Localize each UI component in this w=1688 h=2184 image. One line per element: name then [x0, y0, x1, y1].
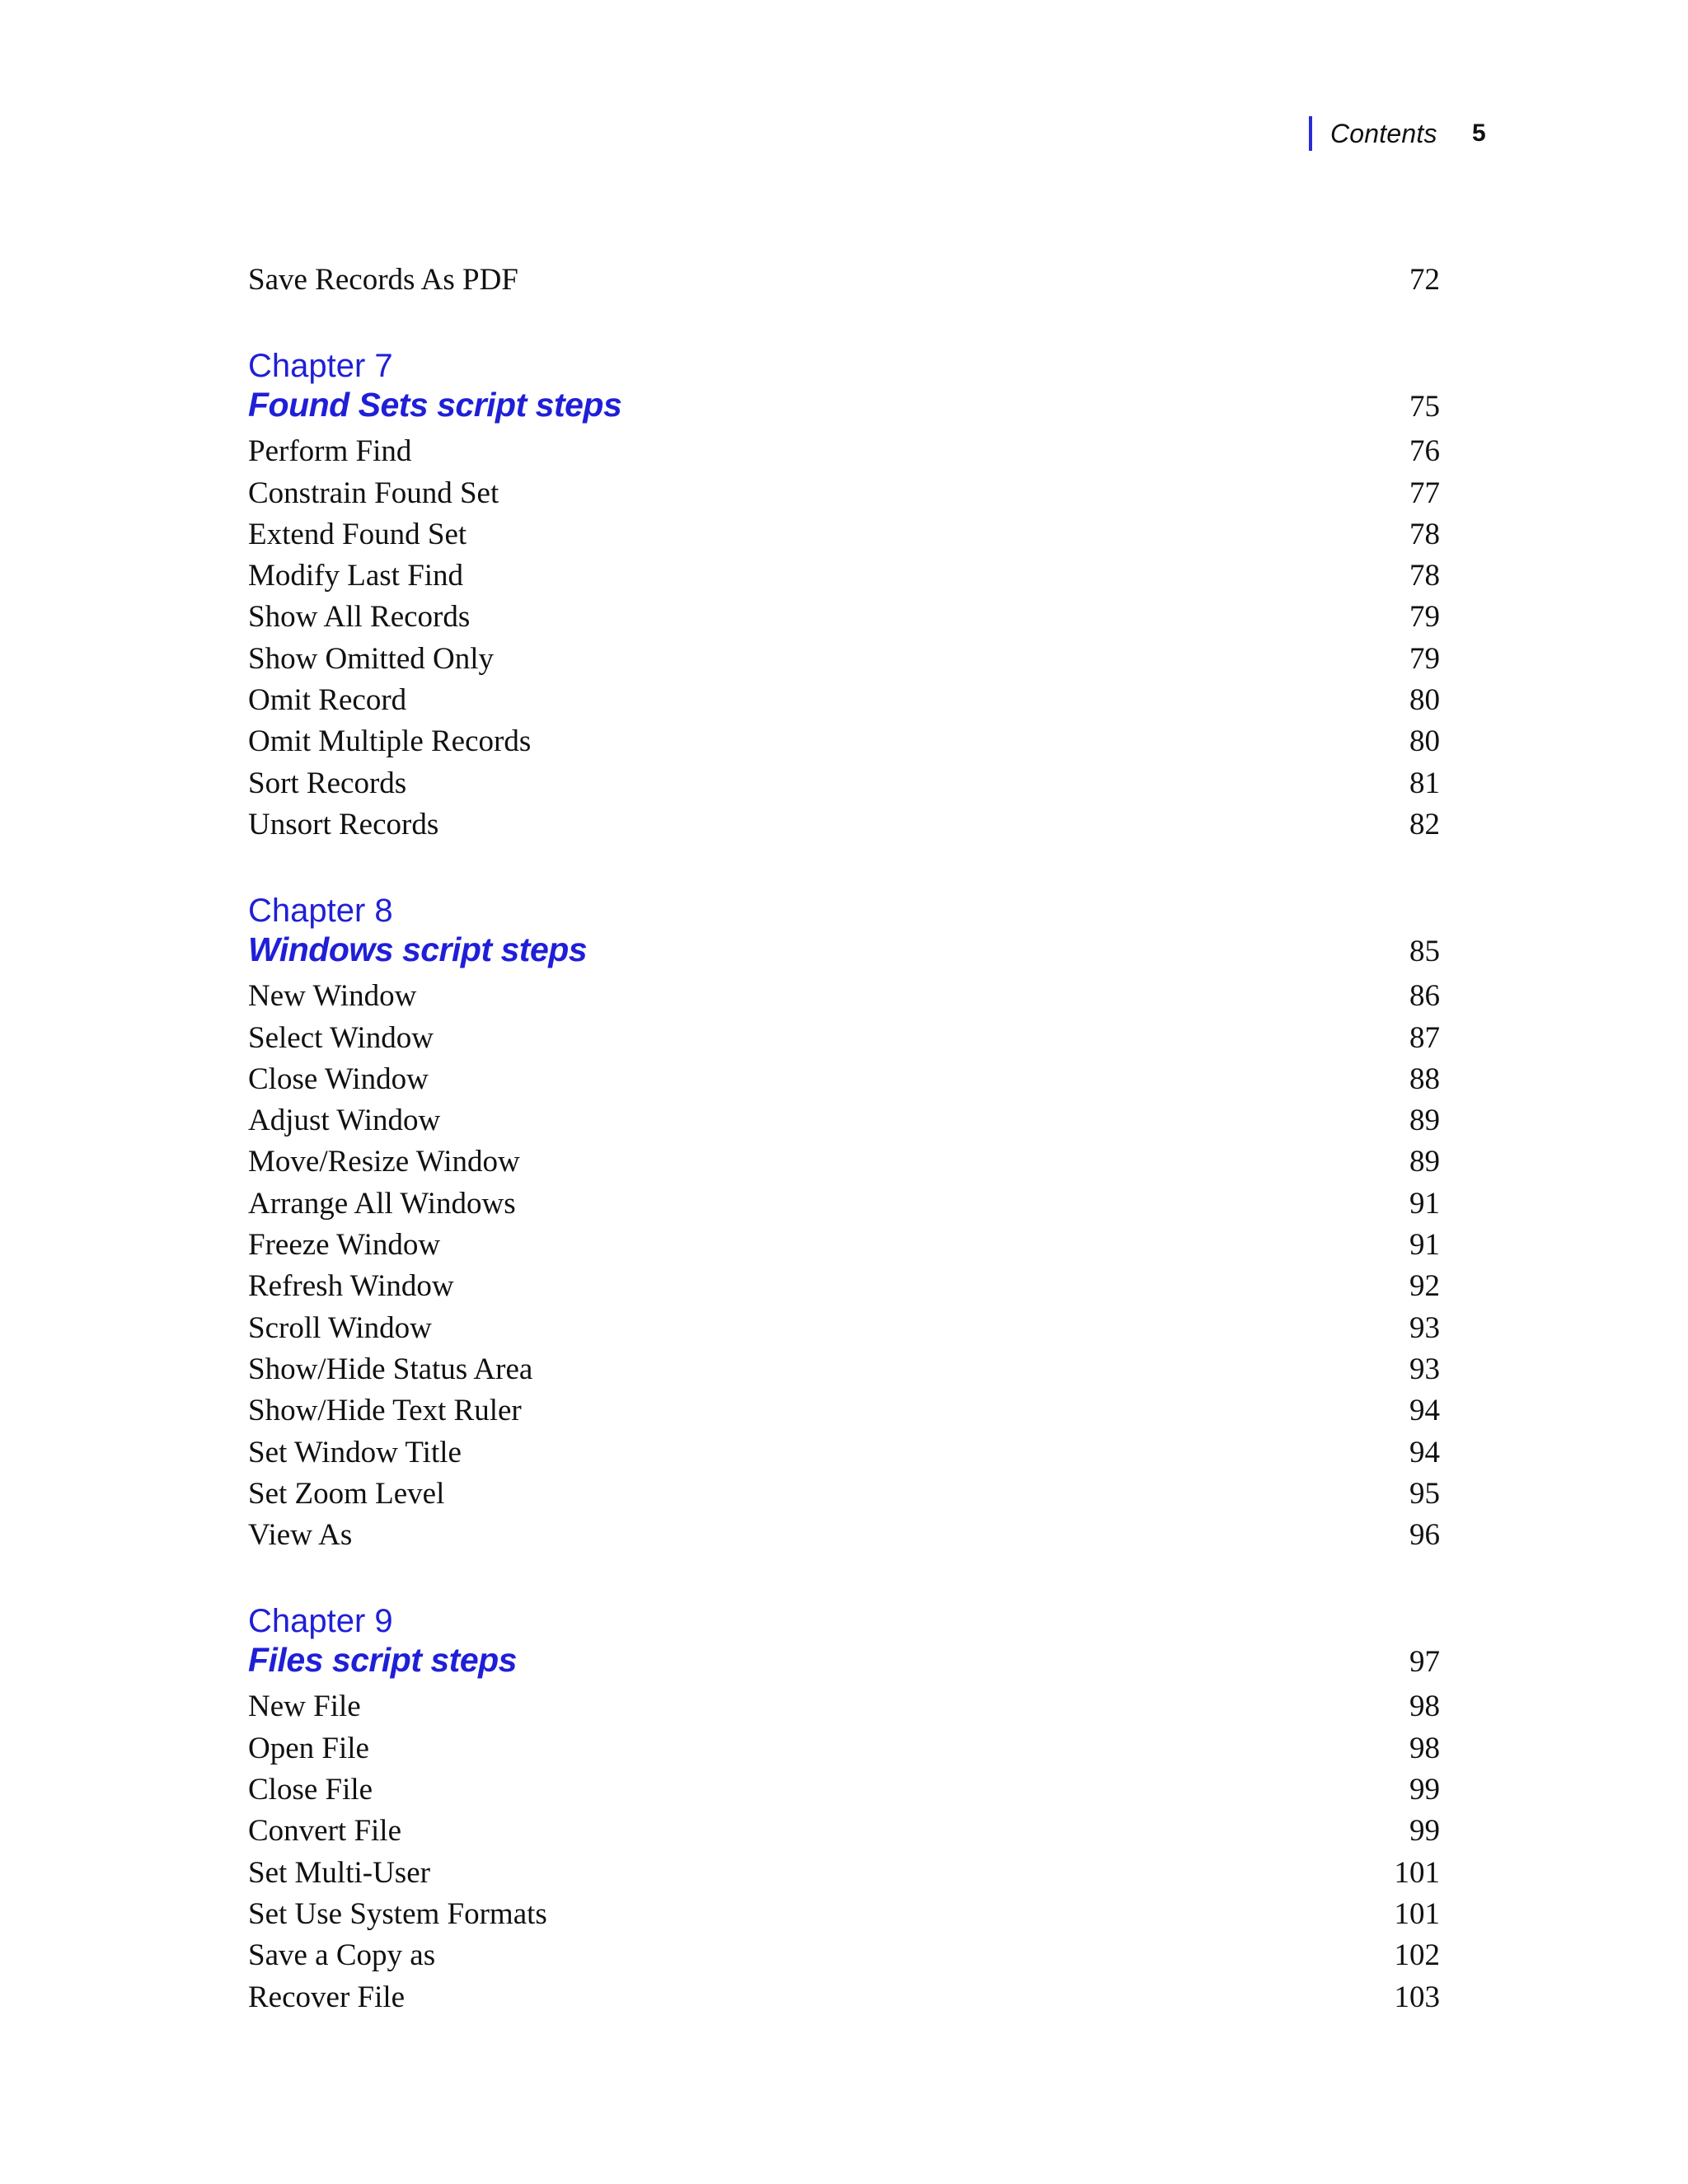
toc-entry-page: 102	[1394, 1938, 1440, 1973]
toc-entry[interactable]	[248, 1393, 1440, 1434]
toc-entry[interactable]	[248, 476, 1440, 517]
toc-entry-label: Constrain Found Set	[248, 476, 499, 510]
toc-entry[interactable]	[248, 978, 1440, 1019]
chapter-title-row[interactable]	[248, 930, 1440, 973]
toc-entry-label: Show All Records	[248, 600, 471, 635]
toc-entry-page: 98	[1409, 1690, 1440, 1724]
toc-entry-page: 99	[1409, 1773, 1440, 1807]
toc-entry-page: 89	[1409, 1145, 1440, 1179]
toc-entry[interactable]	[248, 1938, 1440, 1979]
toc-entry[interactable]	[248, 1689, 1440, 1730]
page-number: 5	[1472, 120, 1486, 147]
toc-entry-label: Perform Find	[248, 434, 412, 469]
header-rule	[1309, 116, 1312, 151]
toc-entry-page: 89	[1409, 1104, 1440, 1138]
toc-entry[interactable]	[248, 1896, 1440, 1938]
toc-entry[interactable]	[248, 1103, 1440, 1144]
toc-entry[interactable]	[248, 1476, 1440, 1517]
toc-entry-label: Adjust Window	[248, 1104, 441, 1138]
toc-entry-label: Set Window Title	[248, 1435, 462, 1469]
toc-entry-label: Freeze Window	[248, 1228, 441, 1263]
toc-entry[interactable]	[248, 1352, 1440, 1393]
toc-entry[interactable]	[248, 1062, 1440, 1103]
toc-entry[interactable]	[248, 641, 1440, 682]
chapter-label: Chapter 9	[248, 1603, 393, 1640]
toc-entry-label: Modify Last Find	[248, 559, 464, 593]
toc-entry-label: Extend Found Set	[248, 517, 467, 551]
toc-entry-label: Omit Multiple Records	[248, 724, 532, 759]
chapter-title: Files script steps	[248, 1641, 517, 1680]
toc-entry[interactable]	[248, 1310, 1440, 1352]
toc-entry[interactable]	[248, 766, 1440, 807]
chapter-page: 85	[1409, 935, 1440, 969]
toc-entry-page: 88	[1409, 1062, 1440, 1096]
toc-entry-page: 82	[1409, 807, 1440, 841]
toc-entry-label: Set Use System Formats	[248, 1896, 547, 1931]
toc-entry-label: Show Omitted Only	[248, 641, 495, 676]
toc-entry[interactable]	[248, 517, 1440, 558]
toc-entry-page: 92	[1409, 1269, 1440, 1304]
toc-entry-label: Refresh Window	[248, 1269, 454, 1304]
toc-entry[interactable]	[248, 434, 1440, 475]
toc-entry-label: Unsort Records	[248, 807, 439, 841]
table-of-contents	[248, 262, 1440, 2021]
toc-entry-label: New Window	[248, 979, 417, 1014]
toc-entry-page: 80	[1409, 683, 1440, 718]
toc-entry-page: 95	[1409, 1476, 1440, 1511]
toc-entry-label: Scroll Window	[248, 1310, 432, 1345]
chapter-7-section	[248, 303, 1440, 848]
chapter-title-row[interactable]	[248, 386, 1440, 429]
toc-entry-label: Arrange All Windows	[248, 1186, 516, 1221]
toc-entry-page: 81	[1409, 766, 1440, 800]
toc-entry-page: 80	[1409, 724, 1440, 759]
toc-entry-page: 101	[1394, 1896, 1440, 1931]
toc-entry[interactable]	[248, 1517, 1440, 1558]
chapter-page: 97	[1409, 1645, 1440, 1680]
toc-entry-page: 79	[1409, 600, 1440, 635]
chapter-label: Chapter 8	[248, 893, 393, 930]
toc-entry-label: Set Zoom Level	[248, 1476, 445, 1511]
toc-entry-label: Convert File	[248, 1814, 402, 1849]
toc-entry-label: Omit Record	[248, 683, 407, 718]
toc-entry[interactable]	[248, 1268, 1440, 1310]
toc-entry-page: 86	[1409, 979, 1440, 1014]
toc-entry[interactable]	[248, 558, 1440, 599]
chapter-title: Windows script steps	[248, 930, 588, 969]
chapter-9-section	[248, 1558, 1440, 2020]
toc-entry[interactable]	[248, 1980, 1440, 2021]
toc-entry-page: 79	[1409, 641, 1440, 676]
toc-entry-page: 103	[1394, 1980, 1440, 2014]
toc-entry-page: 72	[1409, 263, 1440, 297]
toc-entry[interactable]	[248, 262, 1440, 303]
toc-entry-page: 87	[1409, 1020, 1440, 1055]
toc-entry[interactable]	[248, 1227, 1440, 1268]
toc-entry[interactable]	[248, 1813, 1440, 1854]
toc-entry-label: Move/Resize Window	[248, 1145, 520, 1179]
toc-entry-label: Sort Records	[248, 766, 407, 800]
toc-entry-page: 76	[1409, 434, 1440, 469]
toc-entry-page: 99	[1409, 1814, 1440, 1849]
toc-entry-label: Select Window	[248, 1020, 434, 1055]
chapter-8-section	[248, 848, 1440, 1558]
toc-entry[interactable]	[248, 807, 1440, 848]
toc-entry[interactable]	[248, 1435, 1440, 1476]
chapter-title: Found Sets script steps	[248, 386, 622, 424]
toc-entry-label: Close File	[248, 1773, 373, 1807]
toc-entry-page: 78	[1409, 559, 1440, 593]
toc-entry-page: 94	[1409, 1435, 1440, 1469]
toc-entry[interactable]	[248, 1731, 1440, 1772]
toc-entry-page: 98	[1409, 1731, 1440, 1765]
toc-entry-label: Save Records As PDF	[248, 263, 518, 297]
running-header	[1309, 114, 1437, 153]
toc-entry[interactable]	[248, 1020, 1440, 1062]
toc-entry[interactable]	[248, 724, 1440, 765]
chapter-label: Chapter 7	[248, 348, 393, 385]
toc-entry[interactable]	[248, 1144, 1440, 1185]
toc-entry-label: Show/Hide Text Ruler	[248, 1394, 522, 1428]
toc-entry-page: 101	[1394, 1855, 1440, 1890]
toc-entry-page: 94	[1409, 1394, 1440, 1428]
header-section-title: Contents	[1330, 118, 1437, 148]
toc-entry-label: Set Multi-User	[248, 1855, 430, 1890]
toc-entry-page: 96	[1409, 1518, 1440, 1553]
toc-entry-page: 93	[1409, 1352, 1440, 1386]
toc-entry[interactable]	[248, 1855, 1440, 1896]
toc-entry[interactable]	[248, 1186, 1440, 1227]
toc-entry-label: Recover File	[248, 1980, 406, 2014]
toc-entry-label: Show/Hide Status Area	[248, 1352, 533, 1386]
toc-entry-label: Open File	[248, 1731, 369, 1765]
toc-entry-page: 91	[1409, 1186, 1440, 1221]
toc-entry[interactable]	[248, 682, 1440, 724]
toc-entry-label: View As	[248, 1518, 353, 1553]
toc-entry-label: Save a Copy as	[248, 1938, 436, 1973]
toc-entry-page: 78	[1409, 517, 1440, 551]
toc-entry-page: 91	[1409, 1228, 1440, 1263]
toc-entry-page: 77	[1409, 476, 1440, 510]
chapter-page: 75	[1409, 390, 1440, 424]
toc-entry-label: New File	[248, 1690, 361, 1724]
toc-entry-page: 93	[1409, 1310, 1440, 1345]
toc-entry[interactable]	[248, 1772, 1440, 1813]
chapter-title-row[interactable]	[248, 1641, 1440, 1684]
toc-entry-label: Close Window	[248, 1062, 429, 1096]
toc-entry[interactable]	[248, 599, 1440, 640]
